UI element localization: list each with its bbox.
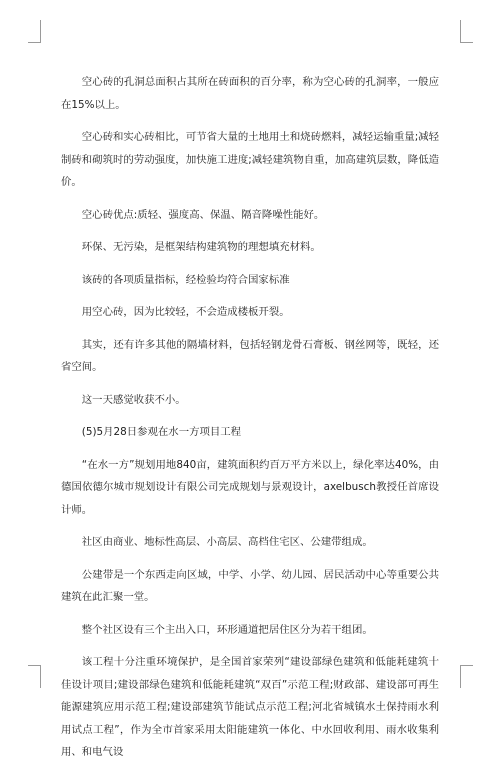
crop-mark-bottom-left: [28, 665, 41, 688]
crop-mark-top-left: [28, 20, 41, 43]
paragraph: “在水一方”规划用地840亩，建筑面积约百万平方米以上，绿化率达40%，由德国依德尔城市规划设计有限公司完成规划与景观设计，axelbusch教授任首席设计师。: [61, 458, 439, 516]
paragraph: 该砖的各项质量指标，经检验均符合国家标准: [81, 273, 290, 286]
paragraph: 该工程十分注重环境保护，是全国首家荣列“建设部绿色建筑和低能耗建筑十佳设计项目;建设部绿色建筑和低能耗建筑“双百”示范工程;财政部、建设部可再生能源建筑应用示范工程;建设部建筑节能试点示范工程;河北省城镇水土保持雨水利用试点工程”，作为全市首家采用太阳能建筑一体化、中水回收利用、雨水收集利用、和电气设: [61, 656, 439, 758]
paragraph: 空心砖的孔洞总面积占其所在砖面积的百分率，称为空心砖的孔洞率，一般应在15%以上。: [61, 76, 439, 111]
crop-mark-bottom-right: [460, 665, 473, 688]
paragraph: 整个社区设有三个主出入口，环形通道把居住区分为若干组团。: [81, 623, 373, 636]
paragraph: 空心砖优点:质轻、强度高、保温、隔音降噪性能好。: [81, 208, 325, 221]
paragraph: 公建带是一个东西走向区域，中学、小学、幼儿园、居民活动中心等重要公共建筑在此汇聚一堂。: [61, 568, 439, 603]
document-body: [61, 71, 439, 774]
section-heading: (5)5月28日参观在水一方项目工程: [81, 426, 242, 438]
paragraph: 空心砖和实心砖相比，可节省大量的土地用土和烧砖燃料，减轻运输重量;减轻制砖和砌筑时的劳动强度，加快施工进度;减轻建筑物自重，加高建筑层数，降低造价。: [61, 131, 439, 188]
paragraph: 环保、无污染，是框架结构建筑物的理想填充材料。: [81, 241, 321, 253]
paragraph: 用空心砖，因为比较轻，不会造成楼板开裂。: [81, 306, 290, 318]
crop-mark-top-right: [460, 20, 473, 43]
paragraph: 其实，还有许多其他的隔墙材料，包括轻钢龙骨石膏板、钢丝网等，既轻，还省空间。: [61, 338, 439, 373]
paragraph: 社区由商业、地标性高层、小高层、高档住宅区、公建带组成。: [81, 536, 373, 548]
paragraph: 这一天感觉收获不小。: [81, 393, 186, 406]
